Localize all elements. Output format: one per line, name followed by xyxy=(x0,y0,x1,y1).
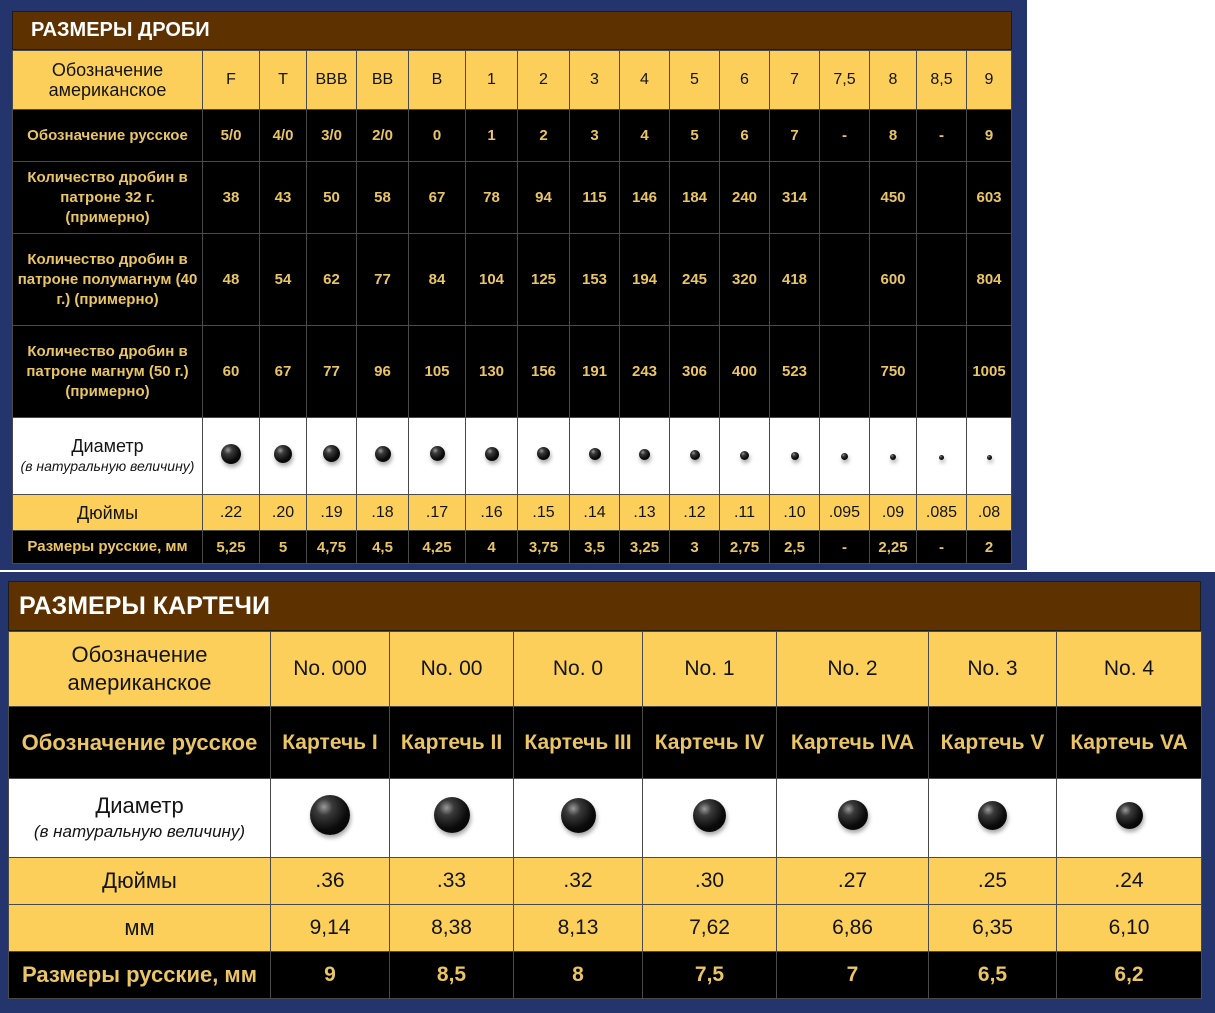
buckshot-cell-russian-5: Картечь V xyxy=(929,707,1057,779)
shot-cell-count32-1: 43 xyxy=(260,162,307,234)
shot-row-diameter xyxy=(13,418,1012,495)
pellet-icon xyxy=(430,446,445,461)
shot-cell-russian-7: 3 xyxy=(570,110,620,162)
shot-cell-diameter-6 xyxy=(518,418,570,495)
buckshot-row-diameter xyxy=(9,779,1202,858)
shot-cell-diameter-0 xyxy=(203,418,260,495)
shot-cell-mm-15: 2 xyxy=(967,531,1012,564)
shot-cell-inches-14: .085 xyxy=(917,495,967,531)
buckshot-sizes-panel xyxy=(0,572,1215,1013)
shot-cell-mm-7: 3,5 xyxy=(570,531,620,564)
buckshot-cell-inches-1: .33 xyxy=(390,858,514,905)
buckshot-cell-mm-1: 8,38 xyxy=(390,905,514,952)
buckshot-cell-american-4: No. 2 xyxy=(777,632,929,707)
pellet-icon xyxy=(1116,802,1143,829)
shot-cell-count50-1: 67 xyxy=(260,326,307,418)
shot-cell-russian-10: 6 xyxy=(720,110,770,162)
shot-cell-count40-11: 418 xyxy=(770,234,820,326)
buckshot-cell-diameter-2 xyxy=(514,779,643,858)
shot-cell-count50-12 xyxy=(820,326,870,418)
shot-cell-russian-2: 3/0 xyxy=(307,110,357,162)
buckshot-row-inches xyxy=(9,858,1202,905)
buckshot-cell-rus-mm-5: 6,5 xyxy=(929,952,1057,999)
shot-cell-mm-6: 3,75 xyxy=(518,531,570,564)
shot-cell-russian-5: 1 xyxy=(466,110,518,162)
buckshot-cell-mm-3: 7,62 xyxy=(643,905,777,952)
shot-cell-american-13: 8 xyxy=(870,51,917,110)
shot-cell-american-12: 7,5 xyxy=(820,51,870,110)
buckshot-inches-label: Дюймы xyxy=(9,858,271,905)
shot-cell-diameter-9 xyxy=(670,418,720,495)
pellet-icon xyxy=(375,446,391,462)
shot-cell-count50-0: 60 xyxy=(203,326,260,418)
shot-cell-american-10: 6 xyxy=(720,51,770,110)
shot-cell-russian-14: - xyxy=(917,110,967,162)
shot-cell-mm-3: 4,5 xyxy=(357,531,409,564)
shot-cell-count32-9: 184 xyxy=(670,162,720,234)
shot-cell-inches-6: .15 xyxy=(518,495,570,531)
shot-cell-count32-13: 450 xyxy=(870,162,917,234)
shot-cell-count50-6: 156 xyxy=(518,326,570,418)
pellet-icon xyxy=(323,445,340,462)
shot-cell-mm-8: 3,25 xyxy=(620,531,670,564)
shot-cell-count50-11: 523 xyxy=(770,326,820,418)
buckshot-diameter-label: Диаметр xyxy=(95,793,184,818)
shot-cell-inches-9: .12 xyxy=(670,495,720,531)
buckshot-cell-russian-4: Картечь IVA xyxy=(777,707,929,779)
buckshot-cell-mm-4: 6,86 xyxy=(777,905,929,952)
buckshot-cell-rus-mm-4: 7 xyxy=(777,952,929,999)
shot-cell-diameter-10 xyxy=(720,418,770,495)
buckshot-cell-inches-2: .32 xyxy=(514,858,643,905)
shot-cell-mm-10: 2,75 xyxy=(720,531,770,564)
shot-cell-mm-5: 4 xyxy=(466,531,518,564)
shot-cell-inches-4: .17 xyxy=(409,495,466,531)
pellet-icon xyxy=(841,453,848,460)
pellet-icon xyxy=(485,447,499,461)
shot-cell-mm-0: 5,25 xyxy=(203,531,260,564)
shot-cell-count32-15: 603 xyxy=(967,162,1012,234)
buckshot-russian-label: Обозначение русское xyxy=(9,707,271,779)
shot-cell-count40-9: 245 xyxy=(670,234,720,326)
buckshot-cell-diameter-6 xyxy=(1057,779,1202,858)
buckshot-cell-diameter-1 xyxy=(390,779,514,858)
shot-cell-count32-2: 50 xyxy=(307,162,357,234)
buckshot-cell-inches-3: .30 xyxy=(643,858,777,905)
buckshot-mm-label: мм xyxy=(9,905,271,952)
shot-cell-russian-12: - xyxy=(820,110,870,162)
shot-cell-mm-14: - xyxy=(917,531,967,564)
shot-cell-inches-5: .16 xyxy=(466,495,518,531)
pellet-icon xyxy=(890,454,896,460)
buckshot-cell-inches-4: .27 xyxy=(777,858,929,905)
pellet-icon xyxy=(589,448,601,460)
buckshot-cell-diameter-3 xyxy=(643,779,777,858)
shot-cell-russian-15: 9 xyxy=(967,110,1012,162)
shot-cell-inches-1: .20 xyxy=(260,495,307,531)
buckshot-cell-russian-2: Картечь III xyxy=(514,707,643,779)
shot-count40-label: Количество дробин в патроне полумагнум (40 г.) (примерно) xyxy=(13,234,203,326)
shot-cell-american-2: BBB xyxy=(307,51,357,110)
pellet-icon xyxy=(690,450,700,460)
shot-cell-diameter-5 xyxy=(466,418,518,495)
shot-cell-american-8: 4 xyxy=(620,51,670,110)
buckshot-cell-mm-2: 8,13 xyxy=(514,905,643,952)
shot-cell-count40-4: 84 xyxy=(409,234,466,326)
buckshot-cell-rus-mm-6: 6,2 xyxy=(1057,952,1202,999)
buckshot-cell-russian-0: Картечь I xyxy=(271,707,390,779)
shot-cell-diameter-13 xyxy=(870,418,917,495)
shot-cell-russian-0: 5/0 xyxy=(203,110,260,162)
shot-cell-russian-6: 2 xyxy=(518,110,570,162)
shot-cell-american-7: 3 xyxy=(570,51,620,110)
pellet-icon xyxy=(561,798,596,833)
shot-american-label: Обозначение американское xyxy=(13,51,203,110)
pellet-icon xyxy=(639,449,650,460)
shot-cell-count40-15: 804 xyxy=(967,234,1012,326)
buckshot-cell-rus-mm-0: 9 xyxy=(271,952,390,999)
shot-sizes-panel xyxy=(0,0,1027,570)
shot-diameter-label: Диаметр xyxy=(71,436,144,456)
pellet-icon xyxy=(693,799,726,832)
shot-cell-count32-6: 94 xyxy=(518,162,570,234)
shot-cell-american-4: B xyxy=(409,51,466,110)
shot-cell-diameter-8 xyxy=(620,418,670,495)
buckshot-cell-rus-mm-3: 7,5 xyxy=(643,952,777,999)
shot-cell-count50-13: 750 xyxy=(870,326,917,418)
shot-cell-count50-7: 191 xyxy=(570,326,620,418)
shot-cell-count40-2: 62 xyxy=(307,234,357,326)
shot-cell-count32-7: 115 xyxy=(570,162,620,234)
shot-diameter-sublabel: (в натуральную величину) xyxy=(20,458,195,474)
shot-cell-diameter-7 xyxy=(570,418,620,495)
shot-cell-count40-6: 125 xyxy=(518,234,570,326)
shot-cell-count40-1: 54 xyxy=(260,234,307,326)
pellet-icon xyxy=(838,800,868,830)
shot-cell-count40-14 xyxy=(917,234,967,326)
buckshot-diameter-label-cell xyxy=(9,779,271,858)
shot-cell-russian-1: 4/0 xyxy=(260,110,307,162)
shot-cell-inches-11: .10 xyxy=(770,495,820,531)
buckshot-cell-american-2: No. 0 xyxy=(514,632,643,707)
shot-sizes-title: РАЗМЕРЫ ДРОБИ xyxy=(12,11,1012,50)
shot-cell-american-14: 8,5 xyxy=(917,51,967,110)
buckshot-cell-diameter-5 xyxy=(929,779,1057,858)
pellet-icon xyxy=(791,452,799,460)
buckshot-cell-american-5: No. 3 xyxy=(929,632,1057,707)
shot-cell-count40-7: 153 xyxy=(570,234,620,326)
shot-cell-count40-10: 320 xyxy=(720,234,770,326)
shot-cell-american-5: 1 xyxy=(466,51,518,110)
shot-cell-count40-13: 600 xyxy=(870,234,917,326)
shot-cell-american-15: 9 xyxy=(967,51,1012,110)
shot-cell-inches-10: .11 xyxy=(720,495,770,531)
shot-cell-count50-2: 77 xyxy=(307,326,357,418)
pellet-icon xyxy=(987,455,992,460)
shot-cell-russian-11: 7 xyxy=(770,110,820,162)
pellet-icon xyxy=(740,451,749,460)
buckshot-cell-mm-5: 6,35 xyxy=(929,905,1057,952)
pellet-icon xyxy=(310,795,350,835)
shot-cell-count32-12 xyxy=(820,162,870,234)
buckshot-sizes-table xyxy=(8,631,1202,999)
shot-cell-count40-5: 104 xyxy=(466,234,518,326)
buckshot-cell-diameter-4 xyxy=(777,779,929,858)
shot-cell-mm-13: 2,25 xyxy=(870,531,917,564)
shot-cell-count50-10: 400 xyxy=(720,326,770,418)
buckshot-cell-mm-0: 9,14 xyxy=(271,905,390,952)
shot-cell-count40-8: 194 xyxy=(620,234,670,326)
shot-cell-russian-9: 5 xyxy=(670,110,720,162)
shot-cell-diameter-3 xyxy=(357,418,409,495)
shot-cell-mm-2: 4,75 xyxy=(307,531,357,564)
buckshot-cell-russian-6: Картечь VA xyxy=(1057,707,1202,779)
shot-cell-russian-13: 8 xyxy=(870,110,917,162)
shot-cell-diameter-12 xyxy=(820,418,870,495)
buckshot-cell-american-1: No. 00 xyxy=(390,632,514,707)
shot-cell-count50-4: 105 xyxy=(409,326,466,418)
shot-cell-american-11: 7 xyxy=(770,51,820,110)
buckshot-row-mm xyxy=(9,905,1202,952)
shot-cell-diameter-14 xyxy=(917,418,967,495)
buckshot-row-american xyxy=(9,632,1202,707)
shot-cell-count40-12 xyxy=(820,234,870,326)
buckshot-row-russian xyxy=(9,707,1202,779)
shot-row-inches xyxy=(13,495,1012,531)
shot-cell-diameter-1 xyxy=(260,418,307,495)
shot-cell-diameter-4 xyxy=(409,418,466,495)
pellet-icon xyxy=(537,447,550,460)
shot-cell-count50-9: 306 xyxy=(670,326,720,418)
pellet-icon xyxy=(274,445,292,463)
shot-cell-mm-4: 4,25 xyxy=(409,531,466,564)
buckshot-cell-mm-6: 6,10 xyxy=(1057,905,1202,952)
buckshot-diameter-sublabel: (в натуральную величину) xyxy=(33,822,246,841)
shot-cell-mm-1: 5 xyxy=(260,531,307,564)
buckshot-sizes-title: РАЗМЕРЫ КАРТЕЧИ xyxy=(8,581,1201,631)
shot-cell-mm-11: 2,5 xyxy=(770,531,820,564)
shot-cell-count32-5: 78 xyxy=(466,162,518,234)
shot-cell-count40-0: 48 xyxy=(203,234,260,326)
buckshot-cell-inches-5: .25 xyxy=(929,858,1057,905)
buckshot-cell-diameter-0 xyxy=(271,779,390,858)
shot-cell-inches-13: .09 xyxy=(870,495,917,531)
buckshot-cell-rus-mm-1: 8,5 xyxy=(390,952,514,999)
shot-cell-diameter-11 xyxy=(770,418,820,495)
buckshot-cell-american-0: No. 000 xyxy=(271,632,390,707)
buckshot-american-label: Обозначение американское xyxy=(9,632,271,707)
shot-cell-inches-0: .22 xyxy=(203,495,260,531)
shot-cell-inches-2: .19 xyxy=(307,495,357,531)
shot-cell-count32-3: 58 xyxy=(357,162,409,234)
buckshot-cell-russian-3: Картечь IV xyxy=(643,707,777,779)
shot-cell-count50-8: 243 xyxy=(620,326,670,418)
shot-cell-count50-5: 130 xyxy=(466,326,518,418)
pellet-icon xyxy=(939,455,944,460)
shot-cell-inches-8: .13 xyxy=(620,495,670,531)
buckshot-cell-american-3: No. 1 xyxy=(643,632,777,707)
shot-cell-american-3: BB xyxy=(357,51,409,110)
shot-cell-american-6: 2 xyxy=(518,51,570,110)
shot-cell-count32-14 xyxy=(917,162,967,234)
shot-cell-inches-12: .095 xyxy=(820,495,870,531)
shot-cell-inches-15: .08 xyxy=(967,495,1012,531)
shot-cell-russian-4: 0 xyxy=(409,110,466,162)
shot-row-count32 xyxy=(13,162,1012,234)
shot-sizes-table xyxy=(12,50,1012,564)
shot-cell-count32-10: 240 xyxy=(720,162,770,234)
shot-cell-count32-11: 314 xyxy=(770,162,820,234)
shot-cell-count32-8: 146 xyxy=(620,162,670,234)
shot-cell-american-0: F xyxy=(203,51,260,110)
buckshot-cell-russian-1: Картечь II xyxy=(390,707,514,779)
shot-row-russian xyxy=(13,110,1012,162)
shot-row-count40 xyxy=(13,234,1012,326)
shot-mm-label: Размеры русские, мм xyxy=(13,531,203,564)
shot-cell-mm-9: 3 xyxy=(670,531,720,564)
buckshot-cell-inches-6: .24 xyxy=(1057,858,1202,905)
shot-cell-diameter-2 xyxy=(307,418,357,495)
shot-cell-inches-7: .14 xyxy=(570,495,620,531)
pellet-icon xyxy=(978,801,1007,830)
shot-inches-label: Дюймы xyxy=(13,495,203,531)
buckshot-cell-inches-0: .36 xyxy=(271,858,390,905)
shot-cell-count50-3: 96 xyxy=(357,326,409,418)
shot-cell-russian-8: 4 xyxy=(620,110,670,162)
shot-cell-count32-4: 67 xyxy=(409,162,466,234)
shot-row-count50 xyxy=(13,326,1012,418)
shot-cell-russian-3: 2/0 xyxy=(357,110,409,162)
shot-russian-label: Обозначение русское xyxy=(13,110,203,162)
shot-cell-mm-12: - xyxy=(820,531,870,564)
shot-cell-american-9: 5 xyxy=(670,51,720,110)
shot-cell-american-1: T xyxy=(260,51,307,110)
buckshot-row-rus-mm xyxy=(9,952,1202,999)
shot-cell-count40-3: 77 xyxy=(357,234,409,326)
shot-cell-inches-3: .18 xyxy=(357,495,409,531)
buckshot-rus-mm-label: Размеры русские, мм xyxy=(9,952,271,999)
pellet-icon xyxy=(221,444,241,464)
buckshot-cell-rus-mm-2: 8 xyxy=(514,952,643,999)
shot-cell-count50-14 xyxy=(917,326,967,418)
shot-row-mm xyxy=(13,531,1012,564)
shot-count32-label: Количество дробин в патроне 32 г. (примерно) xyxy=(13,162,203,234)
shot-cell-count50-15: 1005 xyxy=(967,326,1012,418)
shot-cell-diameter-15 xyxy=(967,418,1012,495)
shot-count50-label: Количество дробин в патроне магнум (50 г.) (примерно) xyxy=(13,326,203,418)
shot-row-american xyxy=(13,51,1012,110)
buckshot-cell-american-6: No. 4 xyxy=(1057,632,1202,707)
pellet-icon xyxy=(434,797,470,833)
shot-cell-count32-0: 38 xyxy=(203,162,260,234)
shot-diameter-label-cell xyxy=(13,418,203,495)
